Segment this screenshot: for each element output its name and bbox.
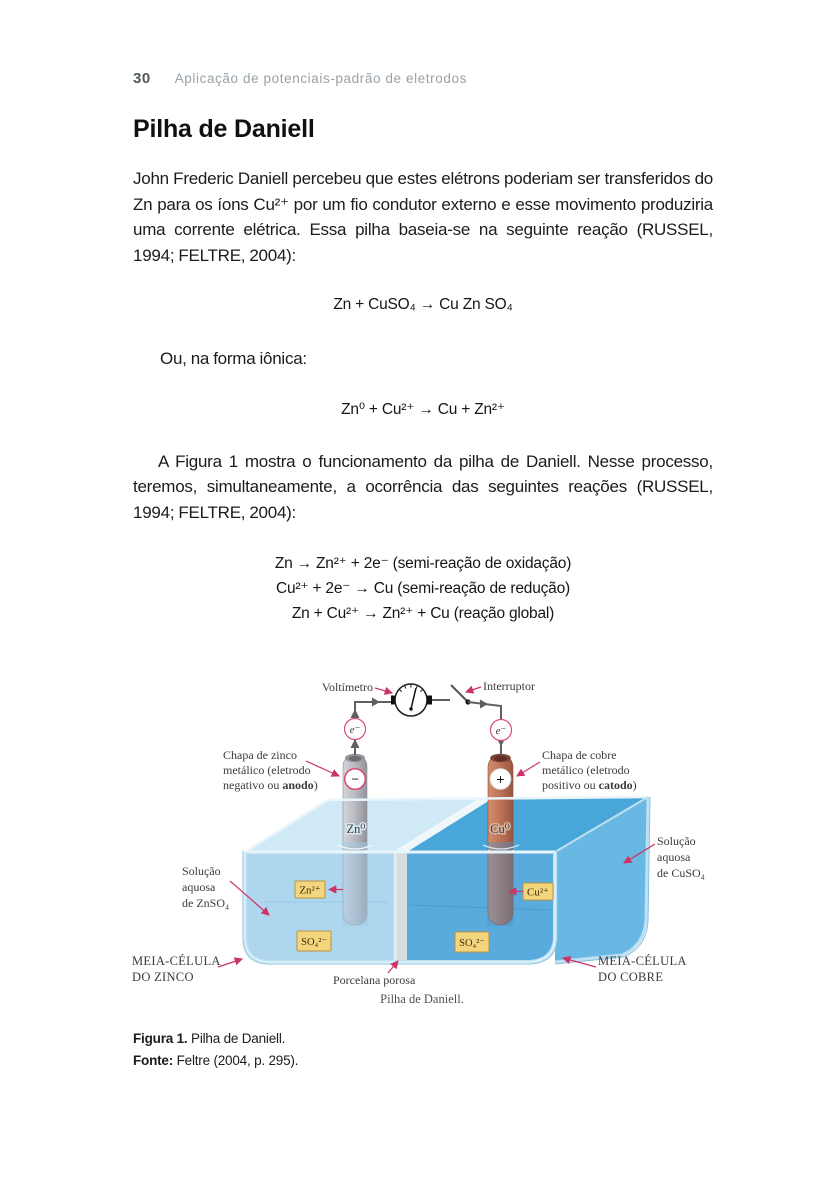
reaction-global: Zn + Cu²⁺ → Zn²⁺ + Cu (reação global) [291, 605, 555, 622]
voltmeter [391, 684, 432, 716]
figure-daniell-cell [130, 662, 715, 1072]
svg-text:Chapa de zinco: Chapa de zinco [223, 748, 297, 762]
running-head [133, 0, 713, 87]
svg-text:positivo ou catodo): positivo ou catodo) [542, 778, 637, 792]
article-content [133, 114, 713, 1072]
electron-symbol-right: e⁻ [495, 725, 507, 737]
zinc-electrode [338, 754, 372, 926]
svg-text:DO COBRE: DO COBRE [598, 970, 664, 984]
copper-symbol: Cu⁰ [490, 822, 510, 836]
svg-text:Solução: Solução [657, 834, 696, 848]
switch-blade [451, 685, 468, 702]
copper-plate-label [517, 748, 637, 792]
zinc-plate-label [223, 748, 339, 792]
paragraph-figure-intro: A Figura 1 mostra o funcionamento da pilha de Daniell. Nesse processo, teremos, simultaneamente, a ocorrência das seguintes reações (RUSSEL, 1994; FELTRE, 2004): [133, 451, 713, 522]
reaction-reduction: Cu²⁺ + 2e⁻ → Cu (semi-reação de redução) [276, 580, 570, 597]
zinc-symbol: Zn⁰ [346, 822, 366, 836]
svg-text:metálico (eletrodo: metálico (eletrodo [542, 763, 630, 777]
figure-caption [133, 1028, 715, 1072]
svg-text:de CuSO₄: de CuSO₄ [657, 866, 705, 880]
caption-label: Figura 1. [133, 1031, 188, 1046]
svg-text:metálico (eletrodo: metálico (eletrodo [223, 763, 311, 777]
zn-ion-label: Zn²⁺ [299, 884, 321, 897]
voltmeter-label: Voltímetro [321, 680, 373, 694]
svg-text:Chapa de cobre: Chapa de cobre [542, 748, 617, 762]
zinc-half-cell-label [132, 954, 242, 984]
equation-molecular: Zn + CuSO₄ → Cu Zn SO₄ [333, 296, 513, 313]
svg-text:DO ZINCO: DO ZINCO [132, 970, 194, 984]
svg-text:aquosa: aquosa [182, 880, 216, 894]
page-number: 30 [133, 70, 151, 87]
circuit [345, 684, 512, 755]
svg-text:Solução: Solução [182, 864, 221, 878]
sulfate-label-right: SO₄²⁻ [459, 938, 485, 949]
svg-text:de ZnSO₄: de ZnSO₄ [182, 896, 230, 910]
daniell-cell-diagram [130, 662, 715, 1014]
svg-text:MEIA-CÉLULA: MEIA-CÉLULA [598, 954, 687, 968]
sulfate-label-left: SO₄²⁻ [301, 937, 327, 948]
running-title: Aplicação de potenciais-padrão de eletrodos [174, 71, 467, 86]
paragraph-intro: John Frederic Daniell percebeu que estes elétrons poderiam ser transferidos do Zn para os íons Cu²⁺ por um fio condutor externo e esse movimento produziria uma corrente elétrica. Essa pilha baseia-se na seguinte reação (RUSSEL, 1994; FELTRE, 2004): [133, 169, 713, 265]
switch-label: Interruptor [483, 679, 535, 693]
reaction-oxidation: Zn → Zn²⁺ + 2e⁻ (semi-reação de oxidação) [274, 555, 572, 572]
svg-text:negativo ou anodo): negativo ou anodo) [223, 778, 318, 792]
switch [451, 685, 471, 705]
svg-text:MEIA-CÉLULA: MEIA-CÉLULA [132, 954, 221, 968]
source-label: Fonte: [133, 1053, 174, 1068]
switch-arrow [466, 687, 481, 692]
ionic-lead-text: Ou, na forma iônica: [160, 349, 307, 368]
source-line: Fonte: Feltre (2004, p. 295). [133, 1053, 299, 1068]
voltmeter-arrow [375, 688, 392, 693]
page-title: Pilha de Daniell [133, 115, 315, 143]
plus-sign: + [496, 771, 505, 787]
porcelain-callout [333, 961, 416, 987]
svg-text:Porcelana porosa: Porcelana porosa [333, 973, 416, 987]
electron-symbol-left: e⁻ [349, 724, 361, 736]
cu-ion-label: Cu²⁺ [527, 886, 549, 899]
equation-ionic: Zn⁰ + Cu²⁺ → Cu + Zn²⁺ [341, 400, 505, 418]
figure-inner-title: Pilha de Daniell. [380, 992, 464, 1006]
caption-line: Figura 1. Pilha de Daniell. [133, 1031, 286, 1046]
reaction-list [133, 551, 713, 626]
svg-text:aquosa: aquosa [657, 850, 691, 864]
minus-sign: − [351, 771, 359, 787]
